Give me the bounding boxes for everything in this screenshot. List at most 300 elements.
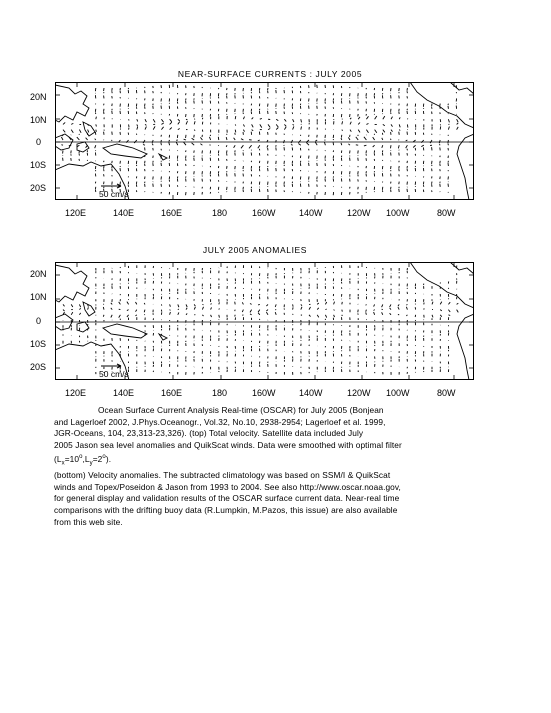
current-vector (71, 312, 73, 315)
current-vector (200, 144, 202, 146)
current-vector (284, 124, 286, 126)
current-vector (235, 116, 236, 119)
current-vector (170, 119, 172, 122)
coastline-new-guinea (103, 144, 147, 158)
lat-label: 20N (30, 92, 47, 102)
scale-label: 50 cm/s (99, 369, 129, 379)
current-vector (430, 140, 432, 143)
lat-label: 0 (36, 316, 42, 326)
current-vector (226, 137, 227, 140)
current-vector (235, 302, 236, 305)
current-vector (226, 145, 227, 147)
current-vector (276, 119, 278, 120)
current-vector (317, 315, 319, 318)
caption-line: (bottom) Velocity anomalies. The subtracted climatology was based on SSM/I & QuikScat (54, 469, 391, 480)
current-vector (241, 145, 243, 148)
current-vector (398, 307, 399, 310)
current-vector (275, 304, 276, 307)
current-vector (350, 118, 351, 119)
current-vector (382, 312, 383, 315)
current-vector (218, 145, 219, 146)
lon-label: 80W (437, 388, 456, 398)
current-vector (440, 310, 442, 311)
current-vector (301, 307, 302, 310)
current-vector (161, 123, 163, 124)
current-vector (298, 144, 300, 146)
current-vector (284, 140, 285, 143)
current-vector (348, 137, 350, 140)
current-vector (276, 128, 278, 130)
current-vector (184, 139, 186, 140)
current-vector (457, 119, 459, 122)
current-vector (111, 303, 112, 305)
current-vector (252, 130, 254, 131)
current-vector (266, 312, 268, 315)
current-vector (448, 140, 449, 143)
current-vector (293, 314, 294, 315)
current-vector (170, 304, 171, 306)
current-vector (170, 128, 172, 130)
current-vector (457, 310, 459, 313)
current-vector (457, 127, 459, 130)
current-vector (186, 121, 188, 124)
current-vector (111, 315, 112, 318)
current-vector (235, 124, 236, 125)
current-vector (358, 117, 360, 119)
current-vector (315, 142, 317, 145)
current-vector (382, 145, 383, 148)
current-vector (192, 143, 195, 145)
current-vector (258, 313, 260, 315)
current-vector (390, 313, 391, 315)
current-vector (317, 303, 319, 304)
current-vector (178, 119, 180, 121)
current-vector (170, 122, 172, 124)
current-vector (96, 130, 97, 132)
caption-line: JGR-Oceans, 104, 23,313-23,326). (top) Total velocity. Satellite data included July (54, 428, 364, 439)
current-vector (145, 119, 146, 122)
current-vector (186, 304, 187, 307)
current-vector (161, 119, 163, 122)
lon-label: 180 (212, 208, 228, 218)
current-vector (241, 139, 243, 140)
current-vector (178, 309, 179, 310)
coastline-asia (55, 265, 89, 302)
current-vector (440, 119, 441, 122)
current-vector (440, 315, 442, 317)
current-vector (242, 315, 243, 316)
coastline-south-america (457, 134, 474, 200)
current-vector (63, 130, 65, 133)
current-vector (63, 304, 65, 306)
lat-label: 20S (30, 362, 47, 372)
current-vector (145, 127, 146, 130)
current-vector (373, 145, 375, 147)
lon-label: 140W (299, 388, 323, 398)
lon-label: 140E (113, 208, 135, 218)
current-vector (250, 310, 252, 313)
current-vector (71, 304, 73, 307)
current-vector (176, 142, 178, 145)
coastline-philippines (83, 122, 95, 136)
current-vector (243, 124, 244, 126)
current-vector (448, 302, 450, 304)
current-vector (298, 140, 300, 143)
current-vector (119, 140, 121, 142)
current-vector (152, 144, 153, 146)
current-vector (169, 142, 170, 145)
current-vector (178, 122, 180, 125)
lon-label: 140W (299, 208, 323, 218)
current-vector (333, 139, 334, 140)
current-vector (448, 127, 449, 130)
current-vector (366, 310, 367, 312)
current-vector (178, 129, 180, 130)
current-vector (127, 310, 129, 311)
current-vector (440, 302, 442, 305)
current-vector (111, 140, 112, 141)
coastline-asia (55, 85, 89, 122)
lon-label: 120E (65, 388, 87, 398)
current-vector (391, 139, 392, 140)
current-vector (144, 303, 145, 305)
current-vector (391, 117, 393, 120)
current-vector (119, 315, 121, 318)
current-vector (356, 137, 358, 140)
current-vector (71, 130, 73, 133)
lon-label: 100W (386, 208, 410, 218)
current-vector (61, 145, 63, 146)
current-vector (88, 314, 89, 315)
current-vector (211, 315, 212, 317)
current-vector (407, 124, 408, 127)
current-vector (432, 302, 433, 305)
current-vector (373, 137, 375, 140)
caption-line: Ocean Surface Current Analysis Real-time (OSCAR) for July 2005 (Bonjean (98, 405, 384, 415)
current-vector (234, 145, 236, 148)
current-vector (145, 124, 146, 125)
lat-label: 20N (30, 269, 47, 279)
lat-label: 0 (36, 137, 42, 147)
current-vector (137, 127, 138, 130)
current-vector (210, 137, 211, 140)
current-vector (325, 309, 326, 310)
current-vector (301, 119, 302, 122)
current-vector (95, 139, 96, 140)
current-vector (243, 117, 244, 120)
current-vector (86, 145, 88, 148)
current-vector (306, 143, 309, 146)
current-vector (152, 140, 153, 143)
current-vector (86, 138, 88, 140)
current-vector (111, 308, 112, 310)
current-vector (399, 124, 400, 127)
current-vector (211, 307, 212, 309)
current-vector (390, 308, 391, 310)
lat-label: 10N (30, 292, 47, 302)
current-vector (406, 315, 407, 316)
current-vector (406, 140, 408, 141)
current-vector (407, 119, 408, 120)
lon-label: 100W (386, 388, 410, 398)
current-vector (79, 130, 81, 133)
current-vector (137, 119, 138, 121)
current-vector (219, 302, 220, 304)
current-vector (252, 117, 254, 119)
coastline-south-america (457, 314, 474, 380)
panel-title-total: NEAR-SURFACE CURRENTS : JULY 2005 (177, 69, 363, 79)
current-vector (350, 122, 351, 125)
current-vector (375, 130, 377, 133)
current-vector (266, 304, 268, 306)
current-vector (293, 119, 294, 122)
current-vector (275, 312, 276, 315)
current-vector (153, 119, 155, 122)
current-vector (258, 145, 260, 148)
current-vector (143, 145, 145, 146)
current-vector (293, 124, 294, 125)
current-vector (88, 307, 89, 309)
current-vector (268, 129, 270, 130)
current-vector (234, 138, 236, 140)
current-vector (79, 308, 80, 309)
map-frame (56, 263, 474, 380)
current-vector (382, 304, 383, 307)
current-vector (399, 130, 400, 131)
current-vector (252, 124, 254, 127)
panel-title-anomalies: JULY 2005 ANOMALIES (202, 245, 308, 255)
current-vector (390, 304, 391, 307)
current-vector (440, 124, 441, 125)
current-vector (284, 119, 286, 121)
current-vector (235, 130, 236, 133)
current-vector (293, 307, 294, 309)
current-vector (391, 130, 393, 132)
current-vector (309, 307, 311, 310)
caption-line: 2005 Jason sea level anomalies and QuikScat winds. Data were smoothed with optimal filter (54, 440, 402, 451)
current-vector (350, 130, 351, 132)
current-vector (432, 315, 433, 318)
current-vector (144, 310, 145, 313)
current-vector (333, 142, 334, 145)
lon-label: 80W (437, 208, 456, 218)
current-vector (178, 312, 179, 314)
coastline-sulawesi (77, 322, 89, 332)
current-vector (399, 117, 400, 119)
map-frame (56, 83, 474, 200)
lon-label: 120E (65, 208, 87, 218)
current-map-anomalies (55, 262, 474, 380)
current-vector (366, 304, 367, 305)
current-vector (258, 140, 260, 141)
current-vector (250, 304, 252, 305)
current-vector (358, 130, 360, 133)
current-vector (301, 315, 302, 316)
current-vector (95, 145, 96, 148)
caption-line: $(L_x=10^o,L_y=2^o)$. (54, 453, 112, 467)
current-vector (161, 127, 163, 130)
current-vector (136, 302, 137, 304)
figure-caption (54, 405, 494, 528)
current-vector (136, 315, 137, 316)
current-vector (267, 145, 268, 147)
current-vector (258, 304, 260, 305)
lon-label: 140E (113, 388, 135, 398)
current-vector (457, 303, 459, 304)
current-vector (178, 304, 179, 307)
current-vector (341, 143, 342, 145)
current-vector (161, 140, 162, 142)
current-vector (69, 145, 71, 146)
current-vector (219, 308, 220, 309)
caption-line: winds and Topex/Poseidon & Jason from 1993 to 2004. See also http://www.oscar.noaa.gov, (54, 481, 401, 492)
caption-line: and Lagerloef 2002, J.Phys.Oceanogr., Vol.32, No.10, 2938-2954; Lagerloef et al. 1999, (54, 416, 386, 427)
current-vector (202, 307, 203, 310)
lat-label: 10S (30, 339, 47, 349)
current-vector (103, 315, 104, 317)
coastline-new-guinea (103, 324, 147, 338)
current-vector (342, 310, 343, 312)
current-vector (194, 121, 195, 124)
current-vector (439, 144, 440, 145)
current-vector (268, 124, 270, 127)
current-vector (383, 116, 385, 119)
current-vector (200, 137, 202, 140)
current-vector (457, 123, 459, 124)
current-vector (398, 145, 399, 148)
current-vector (364, 137, 367, 140)
lon-label: 160E (161, 208, 183, 218)
current-vector (88, 130, 89, 133)
current-vector (374, 304, 375, 306)
current-map-total (55, 82, 474, 200)
current-vector (242, 302, 243, 304)
current-vector (242, 310, 243, 313)
current-vector (202, 315, 203, 316)
current-vector (184, 142, 186, 145)
current-vector (309, 315, 311, 317)
current-vector (77, 137, 80, 140)
current-vector (439, 140, 440, 143)
current-vector (421, 145, 424, 146)
caption-line: from this web site. (54, 516, 123, 527)
current-vector (79, 304, 80, 307)
current-vector (334, 310, 335, 311)
current-vector (119, 302, 121, 305)
current-vector (448, 143, 449, 145)
current-vector (341, 138, 342, 140)
current-vector (169, 140, 170, 141)
current-vector (194, 307, 195, 310)
lat-label: 10S (30, 160, 47, 170)
lon-label: 120W (347, 388, 371, 398)
lon-label: 160W (252, 208, 276, 218)
current-vector (440, 126, 441, 129)
lat-label: 10N (30, 115, 47, 125)
current-vector (71, 123, 73, 124)
current-vector (170, 312, 171, 315)
current-vector (211, 304, 212, 305)
current-vector (325, 302, 326, 304)
current-vector (96, 117, 97, 120)
scale-label: 50 cm/s (99, 189, 129, 199)
current-vector (243, 130, 244, 132)
current-vector (324, 142, 325, 145)
current-vector (317, 308, 319, 310)
current-vector (342, 130, 343, 131)
current-vector (284, 127, 286, 130)
current-vector (374, 312, 375, 315)
current-vector (366, 130, 368, 133)
current-vector (192, 138, 195, 140)
current-vector (153, 126, 155, 129)
current-vector (374, 310, 375, 311)
current-vector (383, 124, 385, 125)
current-vector (293, 304, 294, 306)
lon-label: 160W (252, 388, 276, 398)
current-vector (258, 310, 260, 313)
lon-label: 180 (212, 388, 228, 398)
coastline-solomon (159, 334, 167, 340)
current-vector (260, 124, 262, 127)
current-vector (134, 140, 137, 143)
current-vector (382, 138, 383, 140)
current-vector (448, 310, 450, 312)
vector-field (63, 265, 458, 375)
current-vector (61, 137, 63, 140)
current-vector (301, 304, 302, 305)
current-vector (364, 145, 367, 146)
current-vector (260, 118, 262, 119)
current-vector (249, 145, 252, 148)
current-vector (398, 304, 399, 306)
current-vector (383, 130, 385, 133)
caption-line: comparisons with the drifting buoy data (R.Lumpkin, M.Pazos, this issue) are also available (54, 505, 398, 516)
current-vector (342, 302, 343, 305)
current-vector (161, 143, 162, 146)
current-vector (348, 144, 350, 145)
current-vector (375, 116, 377, 119)
current-vector (63, 310, 65, 311)
coastline-solomon (159, 154, 167, 160)
current-vector (186, 313, 187, 314)
current-vector (334, 302, 335, 305)
current-vector (186, 308, 187, 310)
current-vector (448, 119, 449, 122)
current-vector (342, 315, 343, 316)
current-vector (358, 123, 360, 125)
current-vector (276, 145, 277, 147)
current-vector (366, 312, 367, 314)
current-vector (186, 119, 188, 120)
current-vector (293, 126, 294, 129)
current-vector (103, 307, 104, 310)
current-vector (79, 313, 80, 315)
current-vector (334, 315, 335, 317)
current-vector (127, 302, 129, 305)
current-vector (127, 315, 129, 317)
current-vector (136, 310, 137, 312)
current-vector (276, 140, 277, 143)
current-vector (366, 124, 368, 125)
current-vector (96, 124, 97, 126)
current-vector (448, 315, 450, 316)
current-vector (406, 307, 407, 310)
lon-label: 120W (347, 208, 371, 218)
current-vector (250, 314, 252, 315)
current-vector (391, 124, 393, 126)
current-vector (170, 310, 171, 311)
